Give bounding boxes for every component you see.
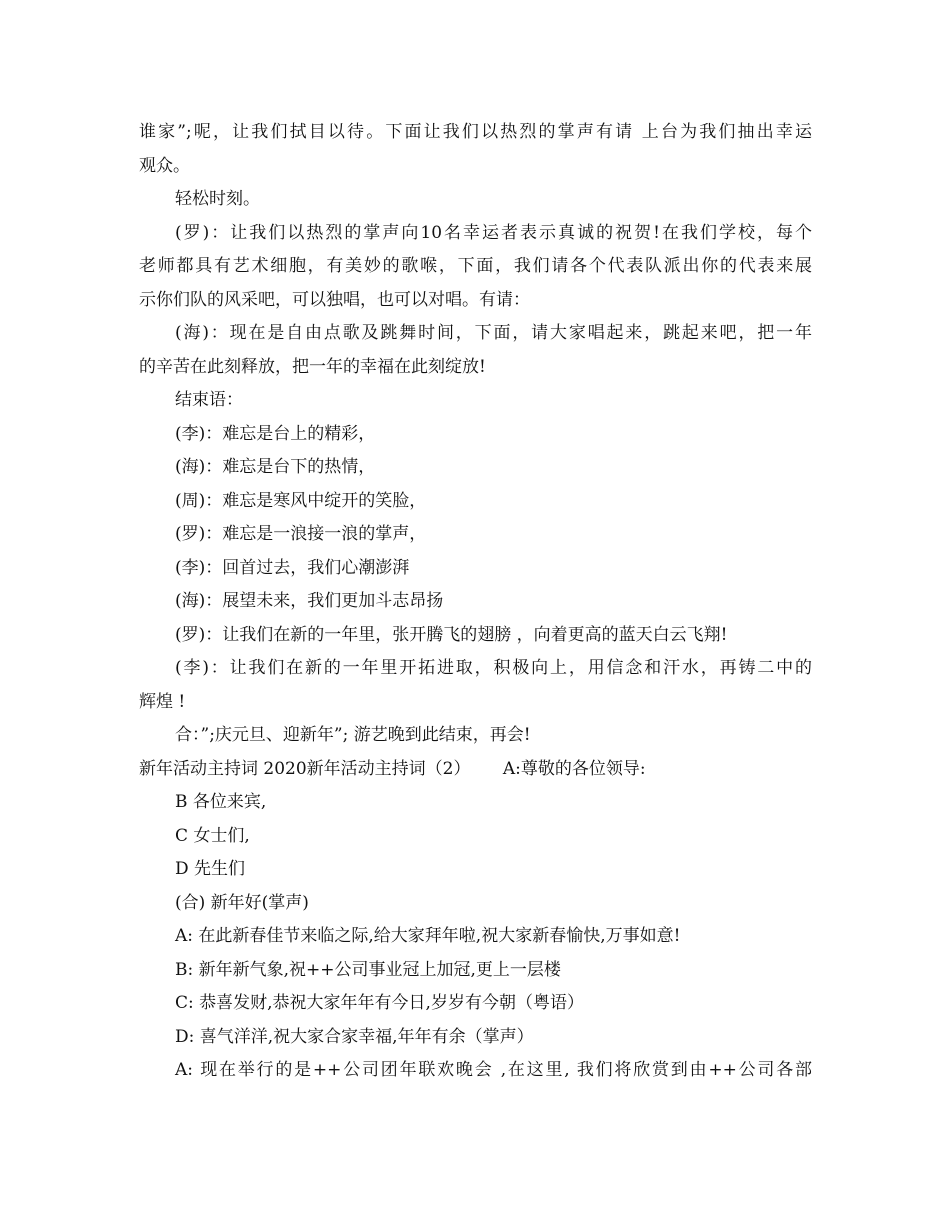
text-line: (海)：现在是自由点歌及跳舞时间，下面，请大家唱起来，跳起来吧，把一年 [175, 323, 812, 343]
text-line: B: 新年新气象,祝++公司事业冠上加冠,更上一层楼 [175, 959, 561, 980]
text-line: (罗)：让我们在新的一年里，张开腾飞的翅膀 ，向着更高的蓝天白云飞翔! [175, 624, 728, 645]
text-line: 示你们队的风采吧，可以独唱，也可以对唱。有请： [139, 289, 530, 310]
text-line: 合：”;庆元旦、迎新年”; 游艺晚到此结束，再会! [175, 725, 531, 745]
text-line: 新年活动主持词 2020新年活动主持词（2） A:尊敬的各位领导: [139, 758, 646, 779]
text-line: 结束语： [175, 390, 243, 410]
text-line: (合) 新年好(掌声) [175, 892, 309, 913]
text-line: 观众。 [139, 155, 190, 176]
text-line: A: 现在举行的是++公司团年联欢晚会 ,在这里, 我们将欣赏到由++公司各部 [175, 1060, 812, 1080]
text-line: D: 喜气洋洋,祝大家合家幸福,年年有余（掌声） [175, 1026, 534, 1047]
text-line: B 各位来宾, [175, 792, 267, 812]
text-line: 老师都具有艺术细胞，有美妙的歌喉，下面，我们请各个代表队派出你的代表来展 [139, 256, 812, 276]
text-line: (罗)：难忘是一浪接一浪的掌声， [175, 524, 427, 544]
text-line: 谁家”;呢，让我们拭目以待。下面让我们以热烈的掌声有请 上台为我们抽出幸运 [139, 122, 812, 142]
text-line: (罗)：让我们以热烈的掌声向10名幸运者表示真诚的祝贺!在我们学校，每个 [175, 222, 812, 243]
text-line: (海)：展望未来，我们更加斗志昂扬 [175, 591, 444, 611]
text-line: 辉煌 ! [139, 691, 186, 712]
text-line: (李)：难忘是台上的精彩， [175, 423, 376, 444]
document-body [139, 116, 812, 1088]
text-line: C 女士们, [175, 825, 250, 846]
text-line: (周)：难忘是寒风中绽开的笑脸， [175, 490, 427, 511]
text-line: A: 在此新春佳节来临之际,给大家拜年啦,祝大家新春愉快,万事如意! [175, 926, 681, 946]
text-line: (李)：让我们在新的一年里开拓进取，积极向上，用信念和汗水，再铸二中的 [175, 658, 812, 678]
text-line: 的辛苦在此刻释放，把一年的幸福在此刻绽放! [139, 356, 486, 377]
text-line: (海)：难忘是台下的热情， [175, 457, 376, 477]
text-line: D 先生们 [175, 859, 246, 879]
text-line: (李)：回首过去，我们心潮澎湃 [175, 557, 410, 578]
text-line: C: 恭喜发财,恭祝大家年年有今日,岁岁有今朝（粤语） [175, 993, 584, 1013]
text-line: 轻松时刻。 [175, 189, 260, 209]
